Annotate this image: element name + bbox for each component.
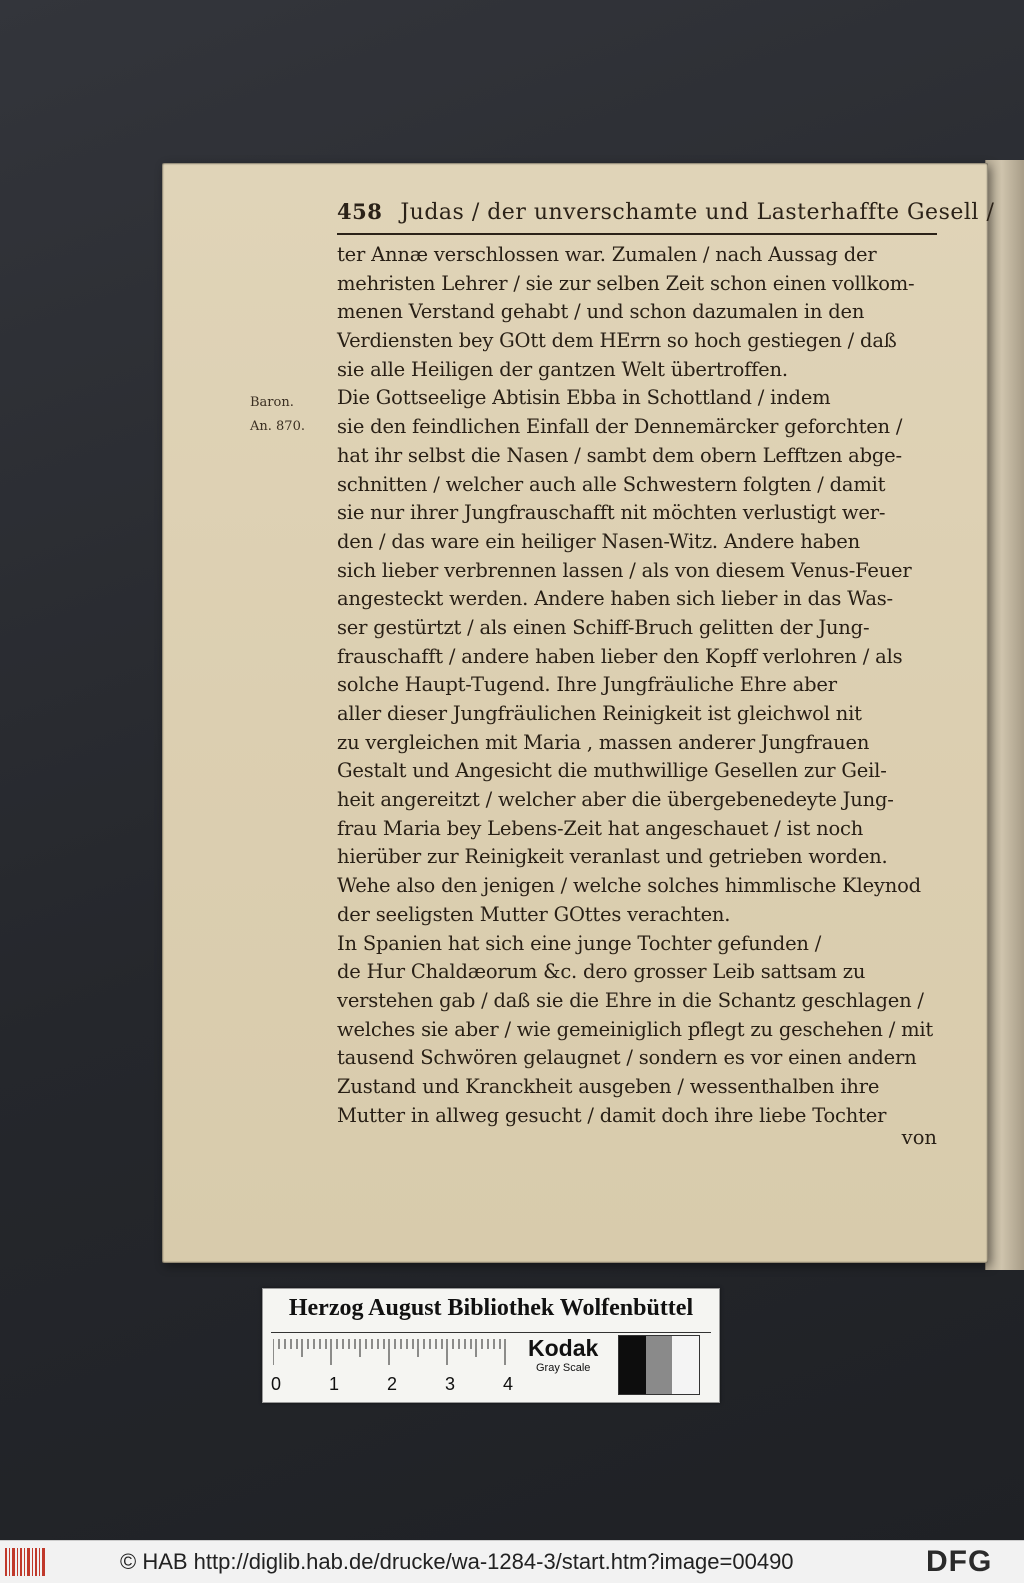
footer-bar: [0, 1540, 1024, 1583]
text-line: de Hur Chaldæorum &c. dero grosser Leib sattsam zu: [337, 960, 866, 984]
gray-patch-black: [619, 1336, 646, 1394]
text-line: angesteckt werden. Andere haben sich lieber in das Was-: [337, 587, 893, 611]
text-line: menen Verstand gehabt / und schon dazumalen in den: [337, 300, 865, 324]
facing-page-edge: [985, 160, 1024, 1270]
running-head: [337, 199, 995, 229]
text-line: Verdiensten bey GOtt dem HErrn so hoch gestiegen / daß: [337, 329, 897, 353]
text-line: frau Maria bey Lebens-Zeit hat angeschauet / ist noch: [337, 816, 864, 840]
kodak-label: Kodak: [528, 1335, 599, 1361]
gray-patches: [618, 1335, 700, 1395]
text-line: In Spanien hat sich eine junge Tochter gefunden /: [337, 931, 822, 955]
ruler-label: 1: [329, 1374, 340, 1394]
text-line: Zustand und Kranckheit ausgeben / wessenthalben ihre: [337, 1074, 880, 1098]
text-line: heit angereitzt / welcher aber die übergebenedeyte Jung-: [337, 788, 894, 812]
text-line: aller dieser Jungfräulichen Reinigkeit ist gleichwol nit: [337, 702, 862, 725]
text-line: sie den feindlichen Einfall der Dennemärcker geforchten /: [337, 415, 903, 439]
text-line: frauschafft / andere haben lieber den Kopff verlohren / als: [337, 644, 903, 668]
text-line: welches sie aber / wie gemeiniglich pflegt zu geschehen / mit: [337, 1017, 934, 1041]
text-line: hierüber zur Reinigkeit veranlast und getrieben worden.: [337, 845, 888, 869]
text-line: Mutter in allweg gesucht / damit doch ihre liebe Tochter: [337, 1103, 887, 1127]
header-rule: [337, 233, 937, 235]
text-line: schnitten / welcher auch alle Schwestern folgten / damit: [337, 472, 886, 496]
ruler-labels: [267, 1374, 517, 1396]
margin-note: [250, 391, 322, 439]
ruler-label: 0: [271, 1374, 282, 1394]
card-divider: [271, 1332, 711, 1333]
dfg-logo: DFG: [926, 1545, 993, 1578]
page-number: 458: [337, 199, 383, 224]
margin-note-line: An. 870.: [250, 419, 305, 434]
text-line: Wehe also den jenigen / welche solches himmlische Kleynod: [337, 874, 921, 898]
catchword: von: [901, 1126, 937, 1149]
text-line: sie nur ihrer Jungfrauschafft nit möchten verlustigt wer-: [337, 501, 886, 525]
text-line: Gestalt und Angesicht die muthwillige Gesellen zur Geil-: [337, 759, 887, 783]
book-page: [162, 163, 995, 1263]
grayscale-label: Gray Scale: [536, 1362, 591, 1374]
ruler-ticks: [273, 1339, 513, 1369]
copyright-link[interactable]: © HAB http://diglib.hab.de/drucke/wa-1284-3/start.htm?image=00490: [120, 1549, 794, 1574]
text-line: zu vergleichen mit Maria , massen anderer Jungfrauen: [337, 730, 870, 754]
text-line: mehristen Lehrer / sie zur selben Zeit schon einen vollkom-: [337, 271, 915, 295]
text-line: ser gestürtzt / als einen Schiff-Bruch gelitten der Jung-: [337, 615, 870, 639]
ruler-label: 2: [387, 1374, 398, 1394]
text-line: der seeligsten Mutter GOttes verachten.: [337, 902, 731, 926]
gray-patch-mid: [646, 1336, 673, 1394]
text-line: sich lieber verbrennen lassen / als von diesem Venus-Feuer: [337, 558, 912, 582]
text-line: hat ihr selbst die Nasen / sambt dem obern Lefftzen abge-: [337, 443, 902, 467]
text-line: den / das ware ein heiliger Nasen-Witz. Andere haben: [337, 529, 860, 553]
color-calibration-card: [262, 1288, 720, 1403]
ruler-label: 3: [445, 1374, 456, 1394]
body-text: [337, 241, 937, 1130]
hab-barcode-logo-icon: [4, 1546, 48, 1578]
text-line: Die Gottseelige Abtisin Ebba in Schottland / indem: [337, 386, 831, 410]
text-line: sie alle Heiligen der gantzen Welt übertroffen.: [337, 357, 788, 381]
text-line: tausend Schwören gelaugnet / sondern es vor einen andern: [337, 1046, 917, 1070]
library-label: Herzog August Bibliothek Wolfenbüttel: [288, 1295, 694, 1321]
margin-note-line: Baron.: [250, 395, 294, 410]
text-line: solche Haupt-Tugend. Ihre Jungfräuliche Ehre aber: [337, 673, 837, 697]
running-head-title: Judas / der unverschamte und Lasterhaffte Gesell /: [400, 200, 995, 225]
ruler-label: 4: [503, 1374, 514, 1394]
text-line: verstehen gab / daß sie die Ehre in die Schantz geschlagen /: [337, 988, 924, 1012]
gray-patch-white: [672, 1336, 699, 1394]
text-line: ter Annæ verschlossen war. Zumalen / nach Aussag der: [337, 243, 877, 266]
